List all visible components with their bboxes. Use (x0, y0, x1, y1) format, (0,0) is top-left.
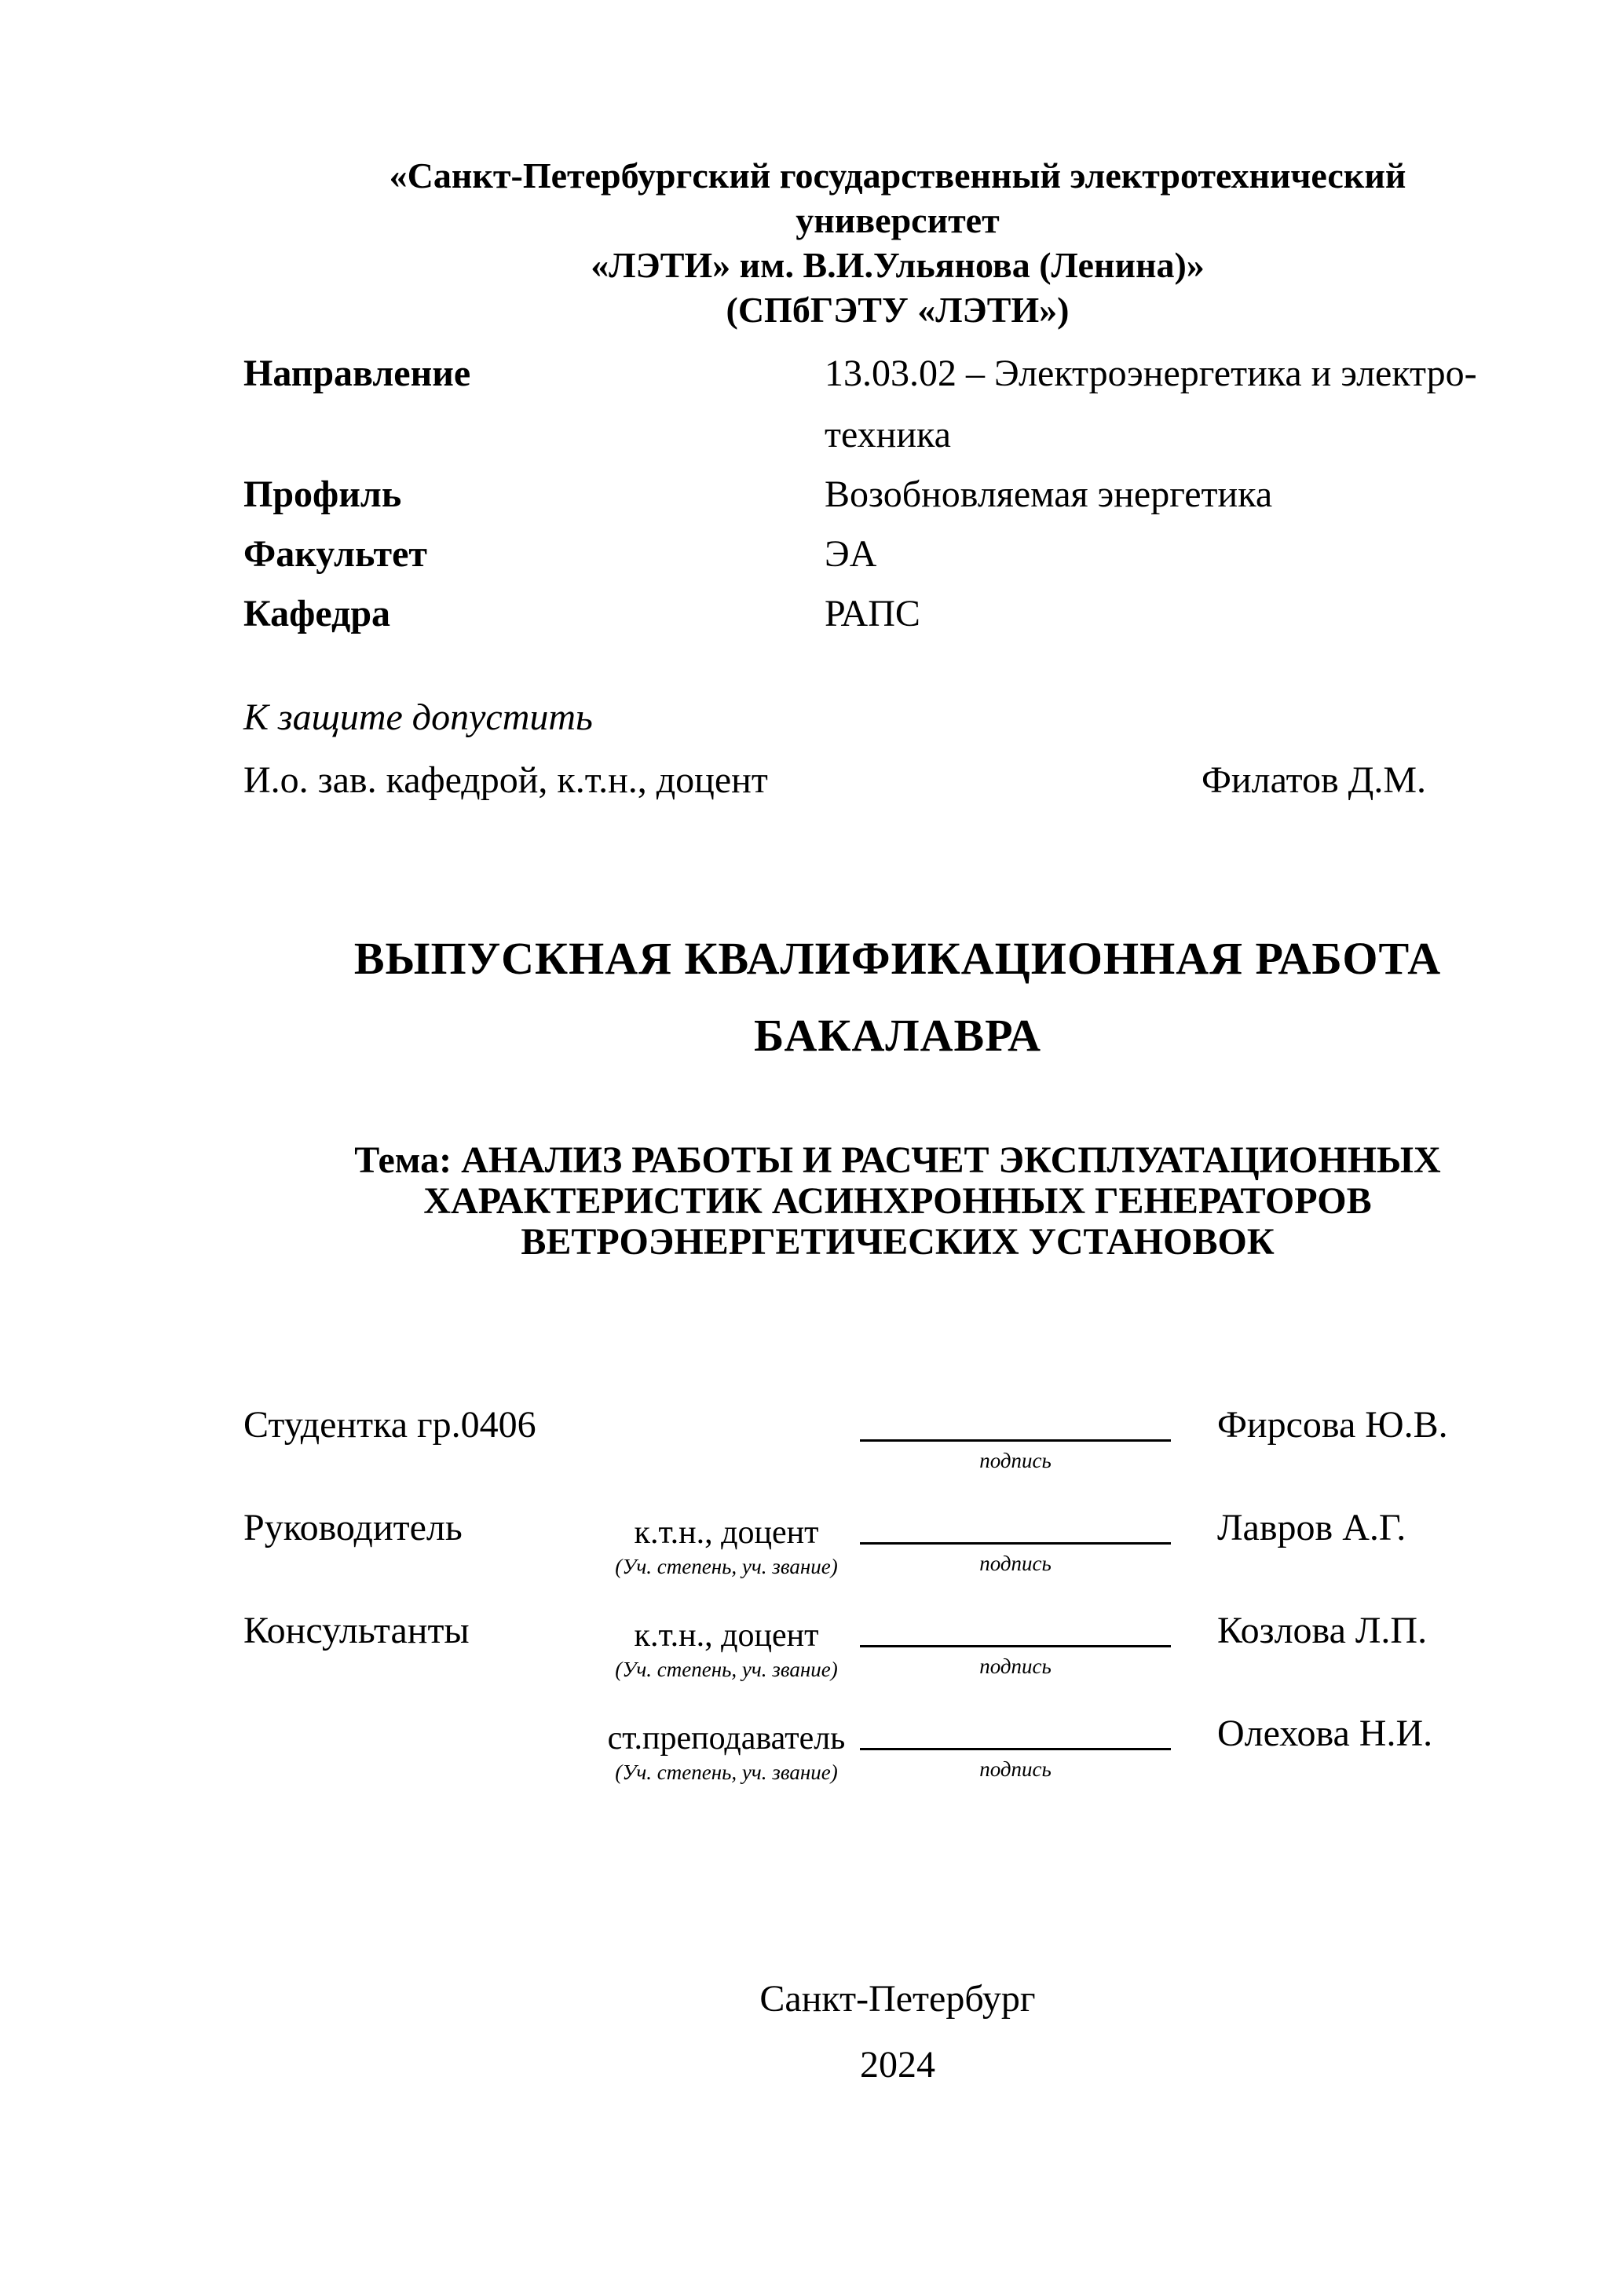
supervisor-signature-line (860, 1520, 1171, 1545)
degree-caption: (Уч. степень, уч. звание) (615, 1760, 838, 1784)
signature-caption: подпись (979, 1449, 1052, 1472)
direction-label: Направление (243, 353, 471, 394)
university-name-line1: «Санкт-Петербургский государственный электротехнический университет (389, 155, 1406, 240)
consultant1-rank: к.т.н., доцент (634, 1618, 819, 1654)
degree-caption: (Уч. степень, уч. звание) (615, 1555, 838, 1578)
university-name-line2: «ЛЭТИ» им. В.И.Ульянова (Ленина)» (591, 245, 1205, 285)
info-row-faculty (0, 532, 1624, 587)
info-row-direction (0, 352, 1624, 407)
degree-caption: (Уч. степень, уч. звание) (615, 1658, 838, 1681)
student-name: Фирсова Ю.В. (1217, 1404, 1448, 1446)
direction-value-line2: техника (825, 414, 951, 455)
approver-name: Филатов Д.М. (1202, 759, 1427, 801)
consultant1-name: Козлова Л.П. (1217, 1610, 1428, 1651)
signature-caption: подпись (979, 1757, 1052, 1781)
faculty-label: Факультет (243, 533, 427, 575)
info-row-department (0, 592, 1624, 647)
signature-row-supervisor (243, 1506, 1500, 1594)
department-label: Кафедра (243, 593, 391, 634)
consultants-role: Консультанты (243, 1610, 470, 1651)
faculty-value: ЭА (825, 533, 877, 575)
consultant1-signature-line (860, 1623, 1171, 1647)
consultant2-rank: ст.преподаватель (607, 1720, 846, 1757)
university-header (311, 153, 1484, 332)
signature-caption: подпись (979, 1654, 1052, 1678)
supervisor-name: Лавров А.Г. (1217, 1507, 1406, 1548)
info-row-direction-cont (0, 413, 1624, 468)
info-row-profile (0, 473, 1624, 528)
theme-line1: Тема: АНАЛИЗ РАБОТЫ И РАСЧЕТ ЭКСПЛУАТАЦИОННЫХ (354, 1139, 1441, 1181)
approver-title: И.о. зав. кафедрой, к.т.н., доцент (243, 759, 768, 801)
profile-label: Профиль (243, 473, 402, 515)
supervisor-rank: к.т.н., доцент (634, 1515, 819, 1551)
supervisor-role: Руководитель (243, 1507, 463, 1548)
university-abbreviation: (СПбГЭТУ «ЛЭТИ») (726, 290, 1070, 330)
signature-row-consultant1 (243, 1609, 1500, 1697)
footer-year: 2024 (860, 2044, 935, 2086)
theme-line3: ВЕТРОЭНЕРГЕТИЧЕСКИХ УСТАНОВОК (521, 1221, 1275, 1263)
consultant2-signature-line (860, 1726, 1171, 1750)
department-value: РАПС (825, 593, 920, 634)
admission-intro: К защите допустить (243, 696, 593, 738)
work-title-line2: БАКАЛАВРА (753, 1010, 1042, 1061)
work-title-line1: ВЫПУСКНАЯ КВАЛИФИКАЦИОННАЯ РАБОТА (353, 933, 1442, 984)
student-signature-line (860, 1417, 1171, 1442)
student-role: Студентка гр.0406 (243, 1404, 536, 1446)
direction-value-line1: 13.03.02 – Электроэнергетика и электро- (825, 353, 1477, 394)
signature-caption: подпись (979, 1552, 1052, 1575)
theme-block (311, 1140, 1484, 1263)
footer-city: Санкт-Петербург (759, 1978, 1036, 2020)
profile-value: Возобновляемая энергетика (825, 473, 1273, 515)
consultant2-name: Олехова Н.И. (1217, 1713, 1433, 1754)
signature-row-student (243, 1403, 1500, 1491)
theme-line2: ХАРАКТЕРИСТИК АСИНХРОННЫХ ГЕНЕРАТОРОВ (423, 1180, 1372, 1222)
signature-row-consultant2 (243, 1712, 1500, 1800)
